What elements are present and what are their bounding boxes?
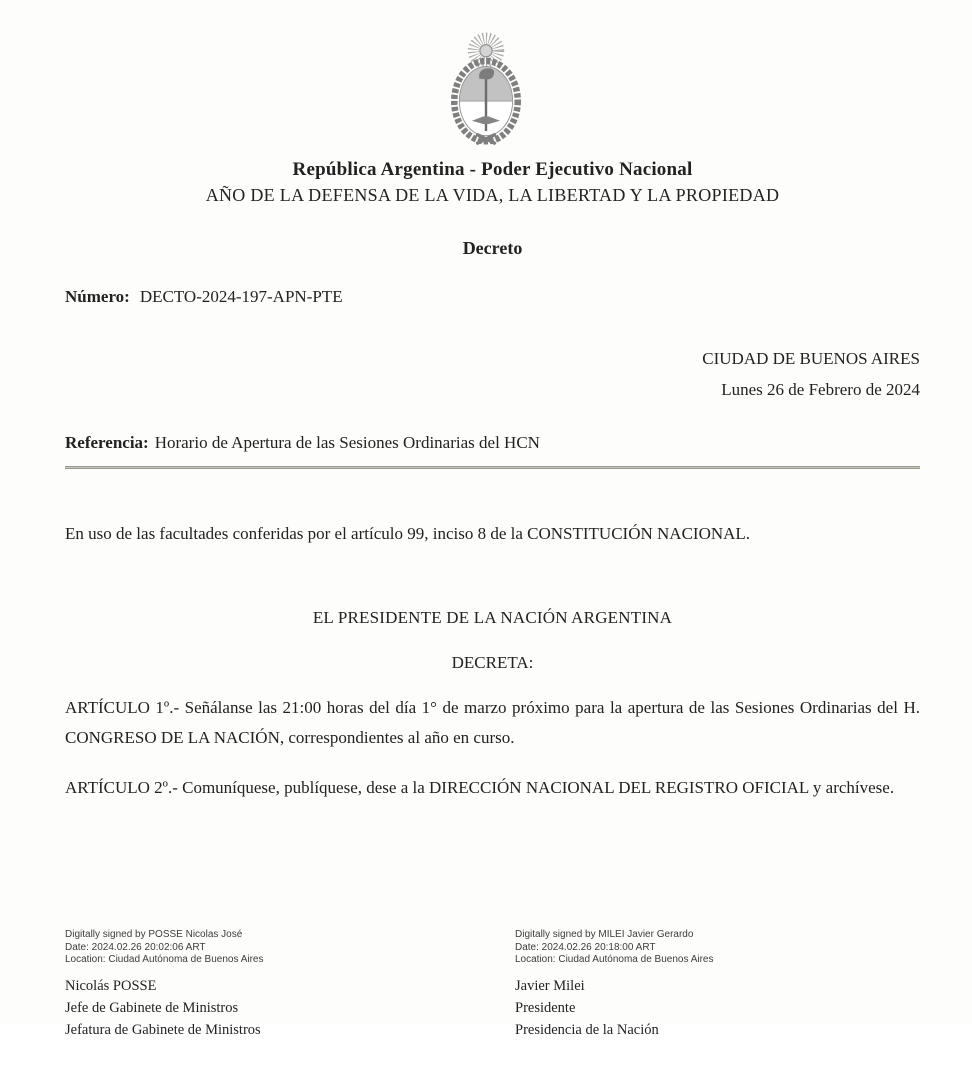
digital-date-line: Date: 2024.02.26 20:18:00 ART	[515, 941, 656, 953]
digital-signed-by-line: Digitally signed by MILEI Javier Gerardo	[515, 929, 694, 940]
digital-signed-by-line: Digitally signed by POSSE Nicolas José	[65, 929, 243, 940]
city-line: CIUDAD DE BUENOS AIRES	[702, 349, 920, 368]
date-line: Lunes 26 de Febrero de 2024	[721, 380, 920, 399]
article-2-paragraph: ARTÍCULO 2º.- Comuníquese, publíquese, dese a la DIRECCIÓN NACIONAL DEL REGISTRO OFICIAL y archívese.	[65, 778, 895, 797]
signatures-section	[65, 929, 920, 1069]
digital-location-line: Location: Ciudad Autónoma de Buenos Aires	[65, 954, 264, 965]
decree-number-label: Número:	[65, 287, 130, 306]
document-body	[0, 159, 972, 1069]
year-motto-line: AÑO DE LA DEFENSA DE LA VIDA, LA LIBERTAD Y LA PROPIEDAD	[205, 185, 780, 205]
signature-block-posse	[65, 929, 263, 1041]
decree-number-line	[65, 287, 920, 307]
reference-line	[65, 433, 920, 453]
reference-text: Horario de Apertura de las Sesiones Ordinarias del HCN	[154, 433, 540, 452]
preamble-paragraph: En uso de las facultades conferidas por el artículo 99, inciso 8 de la CONSTITUCIÓN NACIONAL.	[65, 524, 751, 543]
document-type-title: Decreto	[462, 238, 523, 258]
republic-header-line: República Argentina - Poder Ejecutivo Nacional	[292, 159, 693, 180]
signature-block-milei	[515, 929, 713, 1041]
signer-title: Presidente	[515, 999, 576, 1016]
authority-line: EL PRESIDENTE DE LA NACIÓN ARGENTINA	[312, 608, 673, 627]
reference-label: Referencia:	[65, 433, 149, 452]
signer-office: Jefatura de Gabinete de Ministros	[65, 1021, 261, 1038]
argentina-coat-of-arms-icon	[430, 30, 542, 148]
digital-signature-metadata	[65, 929, 263, 967]
digital-location-line: Location: Ciudad Autónoma de Buenos Aires	[515, 954, 714, 965]
signer-office: Presidencia de la Nación	[515, 1021, 659, 1038]
digital-date-line: Date: 2024.02.26 20:02:06 ART	[65, 941, 206, 953]
digital-signature-metadata	[515, 929, 713, 967]
decree-number-value: DECTO-2024-197-APN-PTE	[139, 287, 343, 306]
place-date-block	[65, 343, 920, 405]
decreta-line: DECRETA:	[451, 653, 534, 672]
article-1-paragraph: ARTÍCULO 1º.- Señálanse las 21:00 horas del día 1° de marzo próximo para la apertura de las Sesiones Ordinarias del H. CONGRESO DE LA NACIÓN, correspondientes al año en curso.	[65, 698, 920, 747]
signer-title: Jefe de Gabinete de Ministros	[65, 999, 239, 1016]
signer-name: Javier Milei	[515, 977, 585, 994]
document-header	[0, 0, 972, 153]
signer-name: Nicolás POSSE	[65, 977, 157, 994]
horizontal-divider	[65, 466, 920, 469]
